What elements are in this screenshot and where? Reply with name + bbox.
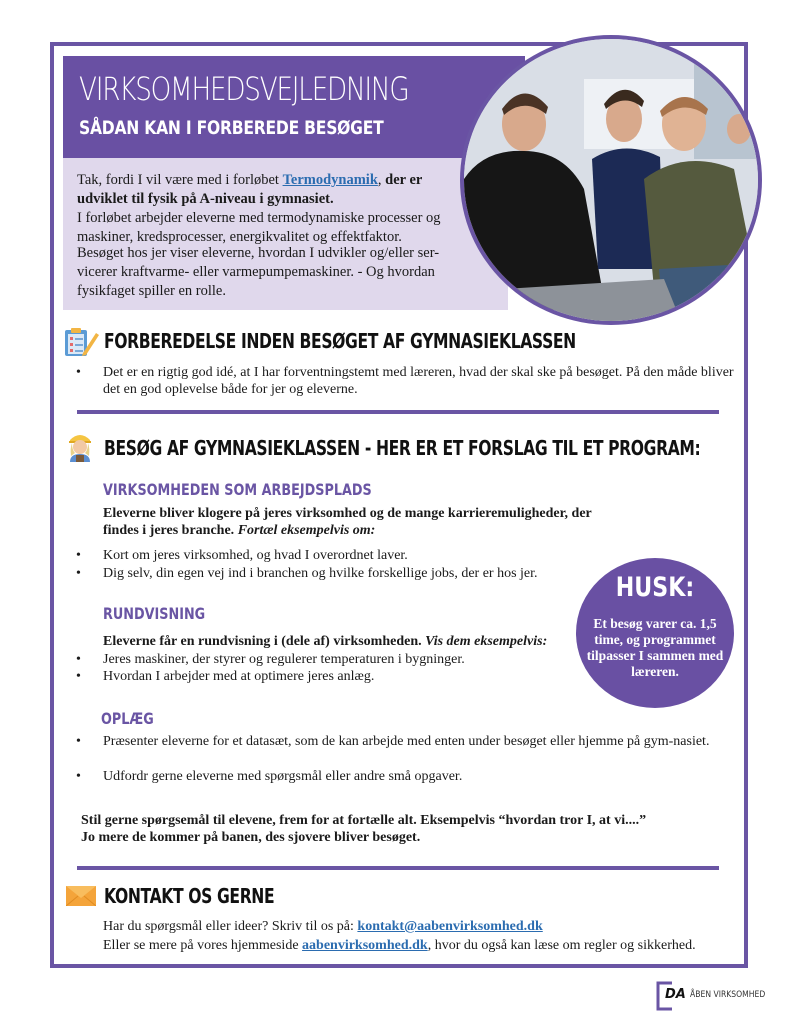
section-heading-forberedelse: FORBEREDELSE INDEN BESØGET AF GYMNASIEKLASSEN: [104, 329, 576, 353]
husk-callout: [576, 558, 734, 708]
section-divider: [77, 866, 719, 870]
section-heading-besog: BESØG AF GYMNASIEKLASSEN - HER ER ET FORSLAG TIL ET PROGRAM:: [104, 436, 701, 460]
contact-text: Har du spørgsmål eller ideer? Skriv til os på: kontakt@aabenvirksomhed.dk Eller se mere på vores hjemmeside aabenvirksomhed.dk, hvor du også kan læse om regler og sikkerhed.: [103, 919, 696, 953]
husk-title: HUSK:: [615, 572, 695, 603]
clipboard-checklist-icon: [63, 327, 99, 362]
termodynamik-link[interactable]: Termodynamik: [282, 172, 378, 188]
intro-paragraph-1: Tak, fordi I vil være med i forløbet Termodynamik, der er udviklet til fysik på A-niveau i gymnasiet. I forløbet arbejder eleverne med termodynamiske processer og maskiner, kredsprocesser, energikvalitet og effektfaktor.: [77, 172, 441, 245]
page-subtitle: SÅDAN KAN I FORBEREDE BESØGET: [79, 117, 384, 139]
subheading-oplaeg: OPLÆG: [101, 709, 154, 728]
subheading-arbejdsplads: VIRKSOMHEDEN SOM ARBEJDSPLADS: [103, 480, 372, 499]
hero-photo: [460, 35, 762, 325]
husk-text: Et besøg varer ca. 1,5 time, og programmet tilpasser I sammen med læreren.: [586, 616, 724, 679]
subheading-rundvisning: RUNDVISNING: [103, 604, 206, 623]
intro-paragraph-2: Besøget hos jer viser eleverne, hvordan I udvikler og/eller ser-vicerer kraftvarme- eller varmepumpemaskiner. - Og hvordan fysikfaget spiller en rolle.: [77, 245, 440, 299]
website-link[interactable]: aabenvirksomhed.dk: [302, 938, 428, 953]
closing-text: Stil gerne spørgsemål til elevene, frem for at fortælle alt. Eksempelvis “hvordan tror I, at vi....” Jo mere de kommer på banen, des sjovere bliver besøget.: [81, 813, 647, 845]
worker-helmet-icon: [67, 430, 93, 467]
arbejdsplads-lead: Eleverne bliver klogere på jeres virksomhed og de mange karrieremuligheder, der findes i jeres branche. Fortæl eksempelvis om:: [103, 506, 592, 538]
section-divider: [77, 410, 719, 414]
envelope-icon: [66, 886, 96, 911]
section-heading-kontakt: KONTAKT OS GERNE: [104, 884, 275, 908]
logo-mark: DA: [665, 987, 686, 1002]
photo-illustration: [464, 39, 762, 325]
email-link[interactable]: kontakt@aabenvirksomhed.dk: [357, 919, 543, 934]
hero-banner: [63, 56, 525, 158]
page-title: VIRKSOMHEDSVEJLEDNING: [79, 70, 409, 108]
aaben-virksomhed-logo: [656, 981, 766, 1016]
rundvisning-lead: Eleverne får en rundvisning i (dele af) virksomheden. Vis dem eksempelvis:: [103, 634, 548, 649]
intro-box: [63, 158, 508, 310]
logo-text: ÅBEN VIRKSOMHED: [690, 990, 766, 1000]
